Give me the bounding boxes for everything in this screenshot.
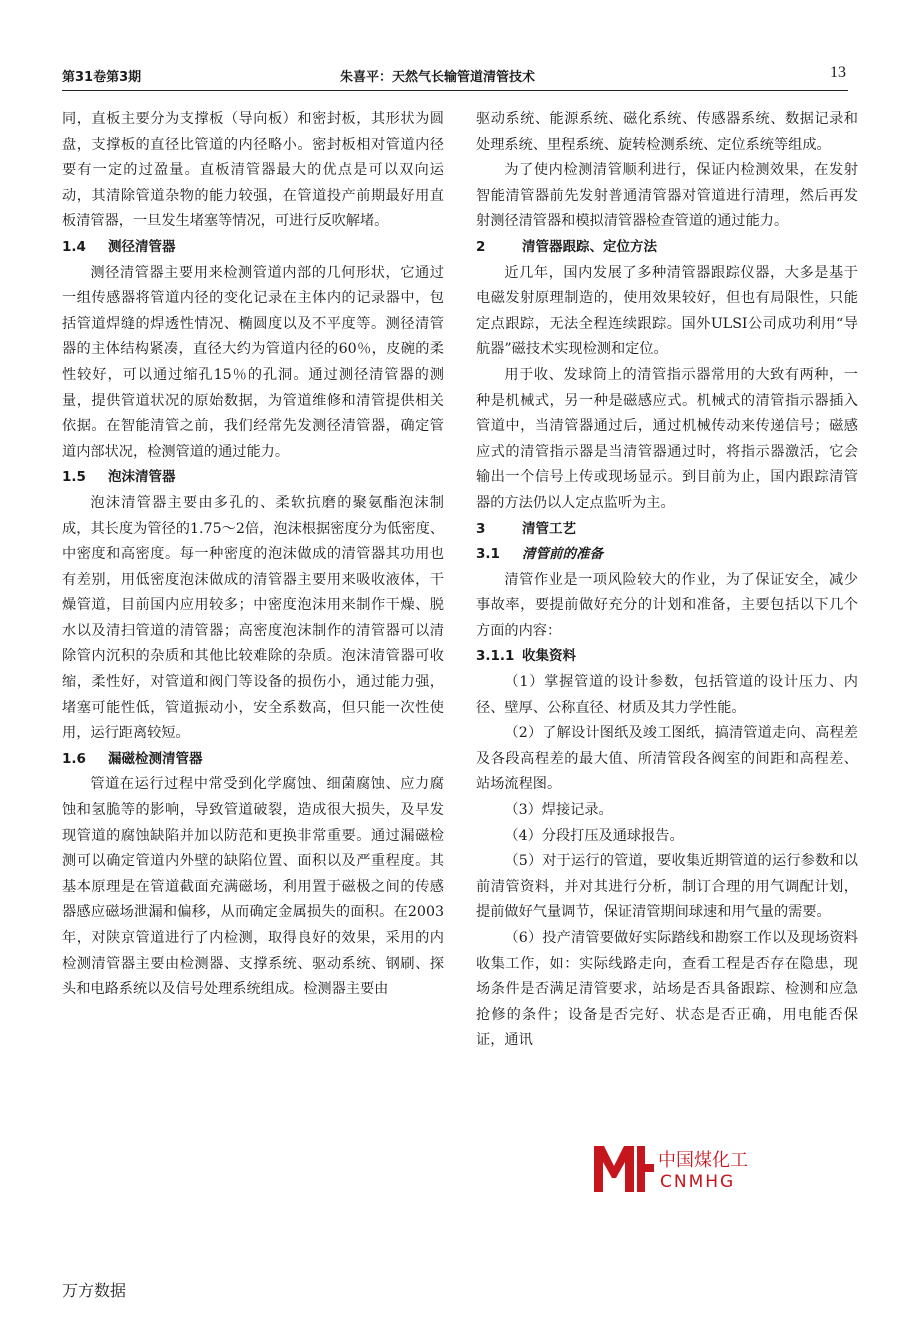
section-title: 清管工艺 (522, 520, 576, 537)
paragraph: 同，直板主要分为支撑板（导向板）和密封板，其形状为圆盘，支撑板的直径比管道的内径略小。密封板相对管道内径要有一定的过盈量。直板清管器最大的优点是可以双向运动，其清除管道杂物的能力较强，在管道投产前期最好用直板清管器，一旦发生堵塞等情况，可进行反吹解堵。 (62, 111, 444, 230)
section-heading-1-4 (62, 235, 444, 261)
section-number: 3 (476, 520, 486, 537)
section-number: 3.1 (476, 546, 500, 563)
section-number: 3.1.1 (476, 648, 515, 665)
right-column (476, 107, 858, 1054)
section-number: 1.5 (62, 469, 86, 486)
paragraph: 为了使内检测清管顺利进行，保证内检测效果，在发射智能清管器前先发射普通清管器对管道进行清理，然后再发射测径清管器和模拟清管器检查管道的通过能力。 (476, 162, 858, 230)
paragraph: 用于收、发球筒上的清管指示器常用的大致有两种，一种是机械式，另一种是磁感应式。机械式的清管指示器插入管道中，当清管器通过后，通过机械传动来传递信号；磁感应式的清管指示器是当清管器通过时，将指示器激活，它会输出一个信号上传或现场显示。到目前为止，国内跟踪清管器的方法仍以人定点监听为主。 (476, 366, 858, 511)
paragraph: 驱动系统、能源系统、磁化系统、传感器系统、数据记录和处理系统、里程系统、旋转检测系统、定位系统等组成。 (476, 111, 858, 153)
footer-source: 万方数据 (62, 1281, 127, 1300)
section-heading-3-1 (476, 542, 858, 568)
section-title: 测径清管器 (108, 238, 176, 255)
running-header (62, 60, 848, 91)
page-number: 13 (830, 64, 846, 81)
section-heading-1-6 (62, 747, 444, 773)
paragraph: 清管作业是一项风险较大的作业，为了保证安全，减少事故率，要提前做好充分的计划和准备，主要包括以下几个方面的内容： (476, 571, 858, 639)
list-item: （4）分段打压及通球报告。 (504, 827, 684, 844)
list-item: （2）了解设计图纸及竣工图纸，搞清管道走向、高程差及各段高程差的最大值、所清管段各阀室的间距和高程差、站场流程图。 (476, 725, 858, 793)
paragraph: 泡沫清管器主要由多孔的、柔软抗磨的聚氨酯泡沫制成，其长度为管径的1.75～2倍，泡沫根据密度分为低密度、中密度和高密度。每一种密度的泡沫做成的清管器其功用也有差别，用低密度泡沫做成的清管器主要用来吸收液体，干燥管道，目前国内应用较多；中密度泡沫用来制作干燥、脱水以及清扫管道的清管器；高密度泡沫制作的清管器可以清除管内沉积的杂质和其他比较难除的杂质。泡沫清管器可收缩，柔性好，对管道和阀门等设备的损伤小，通过能力强，堵塞可能性低，管道振动小，安全系数高，但只能一次性使用，运行距离较短。 (62, 494, 444, 742)
watermark-en-text: CNMHG (660, 1172, 736, 1192)
left-column (62, 107, 444, 1003)
watermark-logo (592, 1142, 748, 1196)
section-heading-1-5 (62, 465, 444, 491)
list-item: （3）焊接记录。 (504, 802, 613, 819)
list-item: （1）掌握管道的设计参数，包括管道的设计压力、内径、壁厚、公称直径、材质及其力学性能。 (476, 674, 858, 716)
section-title: 清管前的准备 (522, 546, 603, 563)
section-heading-3-1-1 (476, 644, 858, 670)
section-heading-2 (476, 235, 858, 261)
list-item: （5）对于运行的管道，要收集近期管道的运行参数和以前清管资料，并对其进行分析，制订合理的用气调配计划，提前做好气量调节，保证清管期间球速和用气量的需要。 (476, 853, 858, 921)
paragraph: 管道在运行过程中常受到化学腐蚀、细菌腐蚀、应力腐蚀和氢脆等的影响，导致管道破裂，造成很大损失，及早发现管道的腐蚀缺陷并加以防范和更换非常重要。通过漏磁检测可以确定管道内外壁的缺陷位置、面积以及严重程度。其基本原理是在管道截面充满磁场，利用置于磁极之间的传感器感应磁场泄漏和偏移，从而确定金属损失的面积。在2003年，对陕京管道进行了内检测，取得良好的效果，采用的内检测清管器主要由检测器、支撑系统、驱动系统、钢刷、探头和电路系统以及信号处理系统组成。检测器主要由 (62, 776, 444, 998)
section-title: 泡沫清管器 (108, 469, 176, 486)
section-title: 漏磁检测清管器 (108, 750, 203, 767)
section-title: 收集资料 (522, 648, 576, 665)
section-number: 1.4 (62, 238, 86, 255)
section-number: 1.6 (62, 750, 86, 767)
logo-mark-icon (592, 1144, 654, 1194)
section-heading-3 (476, 517, 858, 543)
section-title: 清管器跟踪、定位方法 (522, 238, 657, 255)
watermark-cn-text: 中国煤化工 (656, 1146, 750, 1172)
section-number: 2 (476, 238, 486, 255)
paragraph: 测径清管器主要用来检测管道内部的几何形状，它通过一组传感器将管道内径的变化记录在主体内的记录器中，包括管道焊缝的焊透性情况、椭圆度以及不平度等。测径清管器的主体结构紧凑，直径大约为管道内径的60％，皮碗的柔性较好，可以通过缩孔15％的孔洞。通过测径清管器的测量，提供管道状况的原始数据，为管道维修和清管提供相关依据。在智能清管之前，我们经常先发测径清管器，确定管道内部状况，检测管道的通过能力。 (62, 264, 444, 460)
list-item: （6）投产清管要做好实际踏线和勘察工作以及现场资料收集工作，如：实际线路走向，查看工程是否存在隐患，现场条件是否满足清管要求，站场是否具备跟踪、检测和应急抢修的条件；设备是否完好、状态是否正确，用电能否保证，通讯 (476, 930, 858, 1049)
running-title: 朱喜平：天然气长输管道清管技术 (340, 70, 536, 85)
paragraph: 近几年，国内发展了多种清管器跟踪仪器，大多是基于电磁发射原理制造的，使用效果较好，但也有局限性，只能定点跟踪，无法全程连续跟踪。国外ULSI公司成功利用“导航器”磁技术实现检测和定位。 (476, 264, 858, 358)
journal-volume-issue: 第31卷第3期 (62, 70, 142, 85)
